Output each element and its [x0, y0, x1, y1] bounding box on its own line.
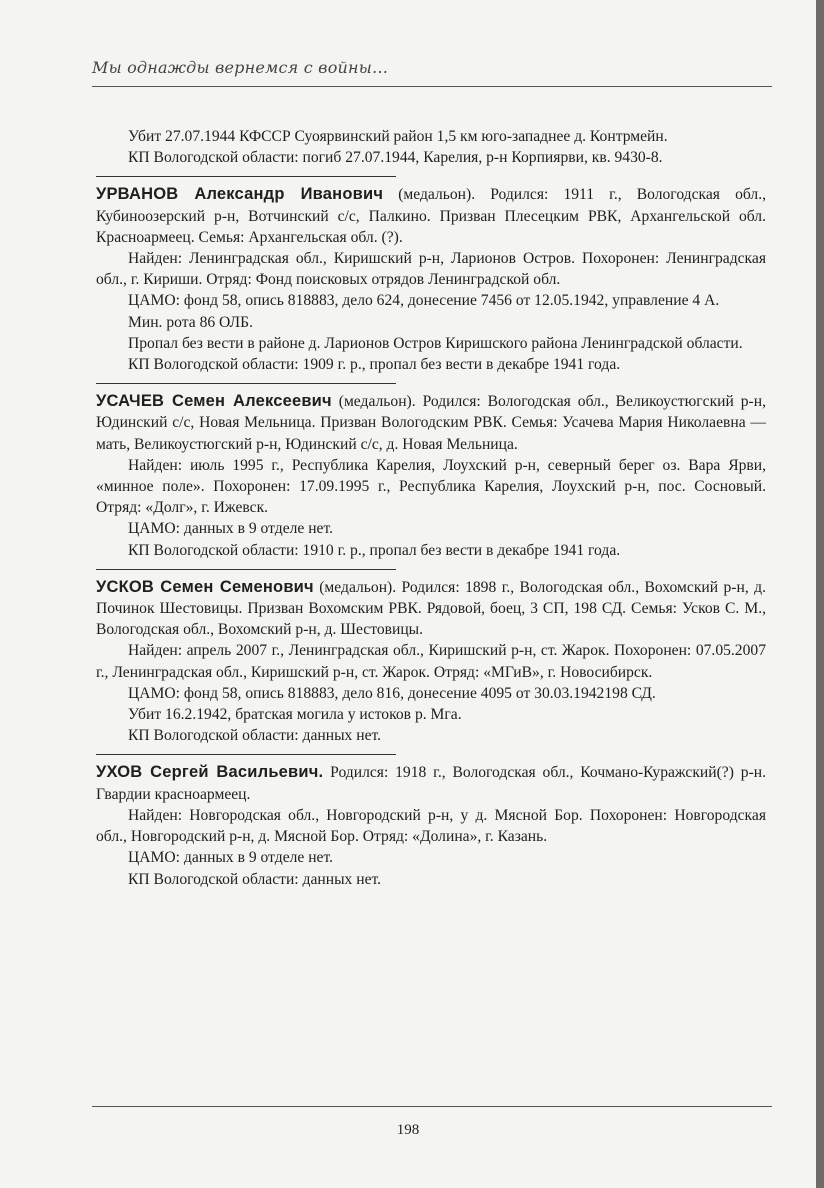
paragraph: КП Вологодской области: погиб 27.07.1944, Карелия, р-н Корпиярви, кв. 9430-8.: [128, 149, 663, 167]
entry-separator: [96, 383, 396, 384]
entry-separator: [96, 176, 396, 177]
entry-intro: [96, 577, 766, 641]
page-number-container: [0, 1122, 816, 1139]
entry-intro-text: (медальон). Родился: 1898 г., Вологодская обл., Вохомский р-н, д. Починок Шестовицы. Призван Вохомским РВК. Рядовой, боец, 3 СП, 198 СД. Семья: Усков С. М., Вологодская обл., Вохомский р-н, д. Шестовицы.: [96, 578, 766, 639]
person-name: УРВАНОВ Александр Иванович: [96, 185, 384, 204]
entry-intro-text: (медальон). Родился: 1911 г., Вологодская обл., Кубиноозерский р-н, Вотчинский с/с, Палкино. Призван Плесецким РВК, Архангельской обл. Красноармеец. Семья: Архангельская обл. (?).: [96, 186, 766, 246]
paragraph: Найден: Новгородская обл., Новгородский р-н, у д. Мясной Бор. Похоронен: Новгородская обл., Новгородский р-н, д. Мясной Бор. Отряд: «Долина», г. Казань.: [96, 806, 766, 846]
paragraph: Убит 27.07.1944 КФССР Суоярвинский район 1,5 км юго-западнее д. Контрмейн.: [128, 128, 668, 145]
paragraph: Мин. рота 86 ОЛБ.: [128, 313, 253, 331]
running-head: Мы однажды вернемся с войны…: [92, 58, 389, 77]
paragraph: КП Вологодской области: данных нет.: [128, 870, 382, 888]
entry-intro: [96, 391, 766, 455]
person-name: УСАЧЕВ Семен Алексеевич: [96, 392, 332, 411]
entry-separator: [96, 569, 396, 570]
page-body: [96, 126, 766, 890]
page-number: 198: [396, 1122, 420, 1138]
paragraph: КП Вологодской области: данных нет.: [128, 727, 382, 745]
paragraph: Найден: июль 1995 г., Республика Карелия, Лоухский р-н, северный берег оз. Вара Ярви, «минное поле». Похоронен: 17.09.1995 г., Республика Карелия, Лоухский р-н, пос. Сосновый. Отряд: «Долг», г. Ижевск.: [96, 456, 766, 517]
entry-ukhov: [96, 762, 766, 889]
entry-intro: [96, 184, 766, 248]
person-name: УСКОВ Семен Семенович: [96, 577, 314, 596]
paragraph: ЦАМО: фонд 58, опись 818883, дело 624, донесение 7456 от 12.05.1942, управление 4 А.: [128, 292, 720, 310]
paragraph: Убит 16.2.1942, братская могила у истоков р. Мга.: [128, 706, 462, 724]
paragraph: КП Вологодской области: 1909 г. р., пропал без вести в декабре 1941 года.: [128, 356, 621, 374]
entry-usachev: [96, 391, 766, 561]
entry-intro-text: (медальон). Родился: Вологодская обл., Великоустюгский р-н, Юдинский с/с, Новая Мельница. Призван Вологодским РВК. Семья: Усачева Мария Николаевна — мать, Великоустюгский р-н, Юдинский с/с, д. Новая Мельница.: [96, 393, 766, 453]
paragraph: Найден: апрель 2007 г., Ленинградская обл., Киришский р-н, ст. Жарок. Похоронен: 07.05.2007 г., Ленинградская обл., Киришский р-н, ст. Жарок. Отряд: «МГиВ», г. Новосибирск.: [96, 642, 766, 681]
paragraph: ЦАМО: фонд 58, опись 818883, дело 816, донесение 4095 от 30.03.1942198 СД.: [128, 684, 656, 702]
entry-urvanov: [96, 184, 766, 375]
entry-continuation: [96, 126, 766, 168]
paragraph: ЦАМО: данных в 9 отделе нет.: [128, 520, 334, 538]
person-name: УХОВ Сергей Васильевич.: [96, 763, 324, 782]
paragraph: Пропал без вести в районе д. Ларионов Остров Киришского района Ленинградской области.: [128, 334, 743, 352]
paragraph: ЦАМО: данных в 9 отделе нет.: [128, 849, 334, 867]
entry-uskov: [96, 577, 766, 747]
header-divider: [92, 86, 772, 87]
paragraph: Найден: Ленинградская обл., Киришский р-н, Ларионов Остров. Похоронен: Ленинградская обл., г. Кириши. Отряд: Фонд поисковых отрядов Ленинградской обл.: [96, 250, 766, 289]
paragraph: КП Вологодской области: 1910 г. р., пропал без вести в декабре 1941 года.: [128, 541, 621, 559]
entry-intro-text: Родился: 1918 г., Вологодская обл., Кочмано-Куражский(?) р-н. Гвардии красноармеец.: [96, 764, 766, 803]
entry-intro: [96, 762, 766, 804]
footer-divider: [92, 1106, 772, 1107]
entry-separator: [96, 754, 396, 755]
